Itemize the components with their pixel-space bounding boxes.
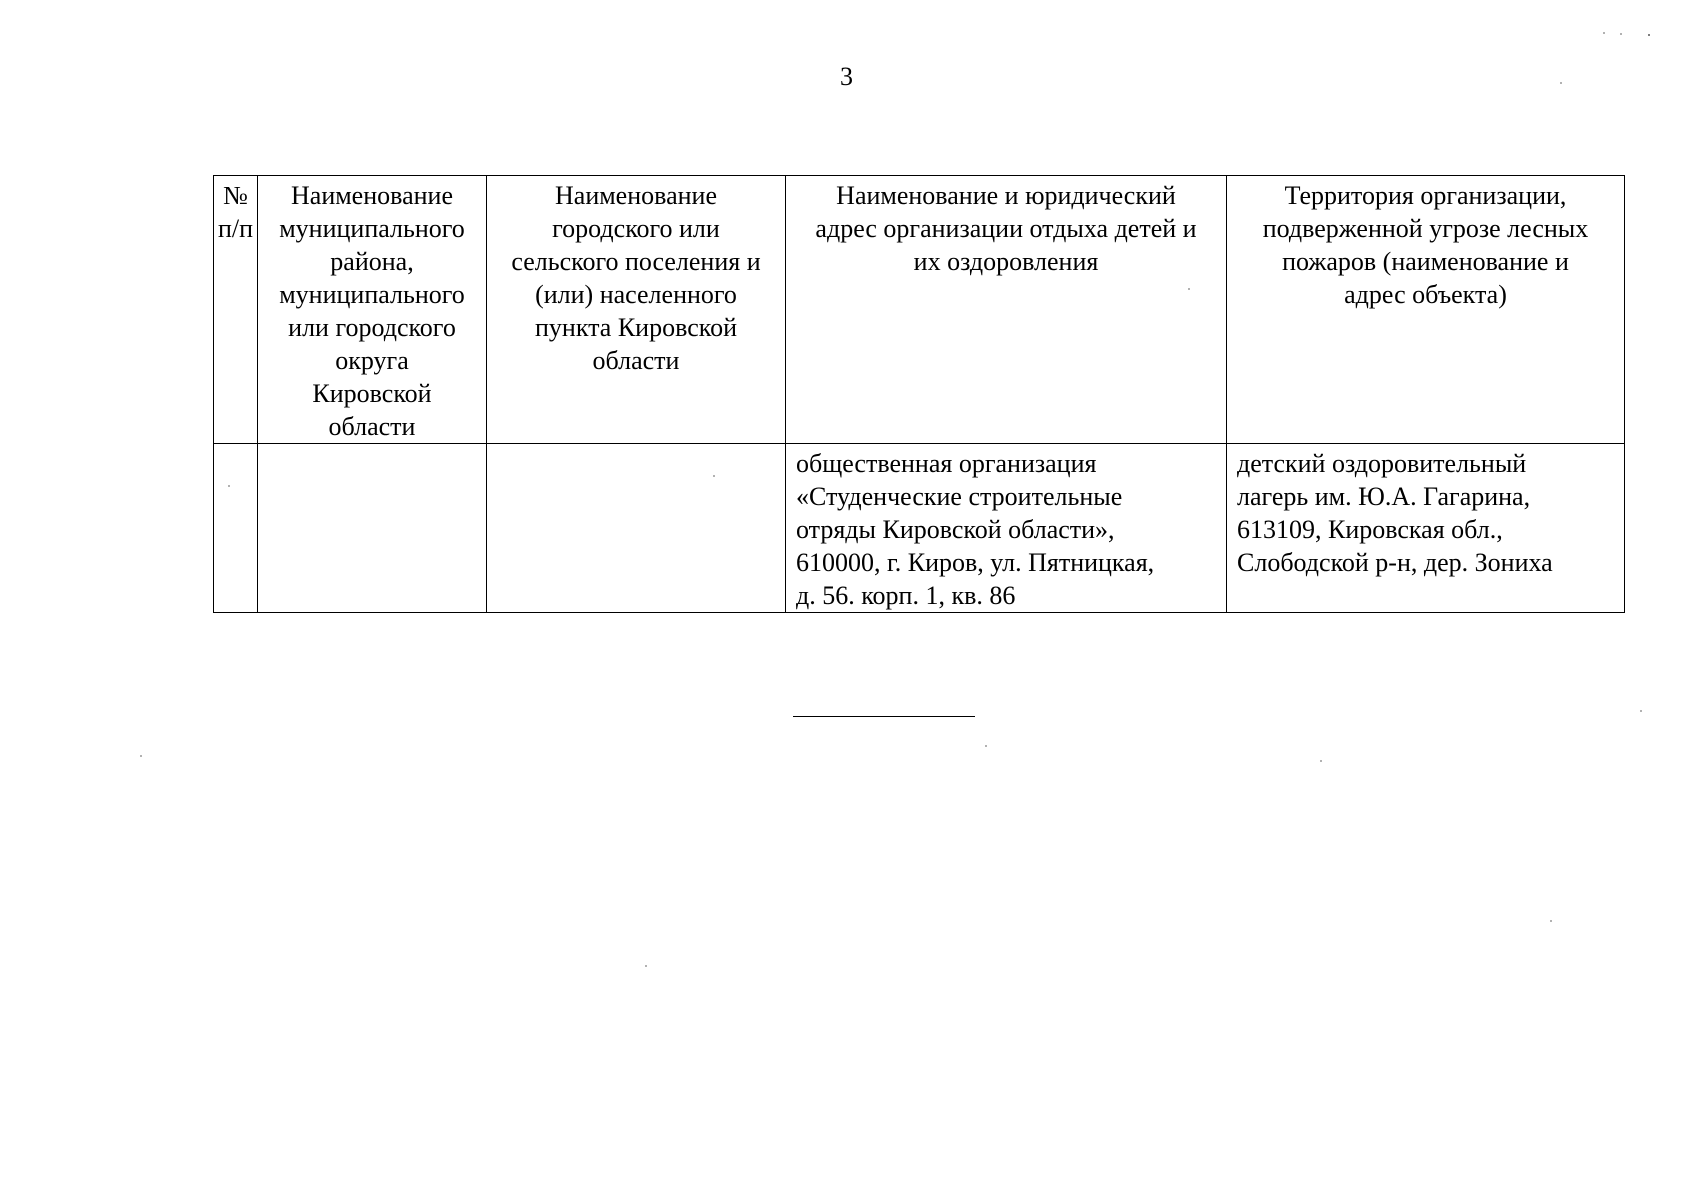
scan-speck <box>1188 288 1190 290</box>
scan-speck <box>713 475 715 477</box>
scan-speck <box>1620 33 1622 35</box>
header-number: № п/п <box>214 176 258 444</box>
page-number: 3 <box>840 62 853 91</box>
scan-speck <box>140 755 142 757</box>
cell-settlement <box>487 444 786 613</box>
scan-speck <box>1320 760 1322 762</box>
scan-speck <box>985 745 987 747</box>
scan-speck <box>645 965 647 967</box>
header-settlement: Наименование городского или сельского поселения и (или) населенного пункта Кировской области <box>487 176 786 444</box>
header-territory: Территория организации, подверженной угрозе лесных пожаров (наименование и адрес объекта) <box>1227 176 1625 444</box>
table-header-row <box>214 176 1625 444</box>
organizations-table <box>213 175 1625 613</box>
cell-organization: общественная организация «Студенческие строительные отряды Кировской области», 610000, г. Киров, ул. Пятницкая, д. 56. корп. 1, кв. 86 <box>786 444 1227 613</box>
cell-district <box>258 444 487 613</box>
scan-speck <box>1640 710 1642 712</box>
scan-speck <box>228 485 230 487</box>
header-municipal-district: Наименование муниципального района, муниципального или городского округа Кировской области <box>258 176 487 444</box>
scan-speck <box>1648 34 1650 36</box>
scan-speck <box>1550 920 1552 922</box>
cell-territory: детский оздоровительный лагерь им. Ю.А. Гагарина, 613109, Кировская обл., Слободской р-н, дер. Зониха <box>1227 444 1625 613</box>
scan-speck <box>1560 82 1562 84</box>
header-organization: Наименование и юридический адрес организации отдыха детей и их оздоровления <box>786 176 1227 444</box>
scan-speck <box>1603 32 1605 34</box>
cell-number <box>214 444 258 613</box>
closing-rule <box>793 716 975 717</box>
table-row <box>214 444 1625 613</box>
